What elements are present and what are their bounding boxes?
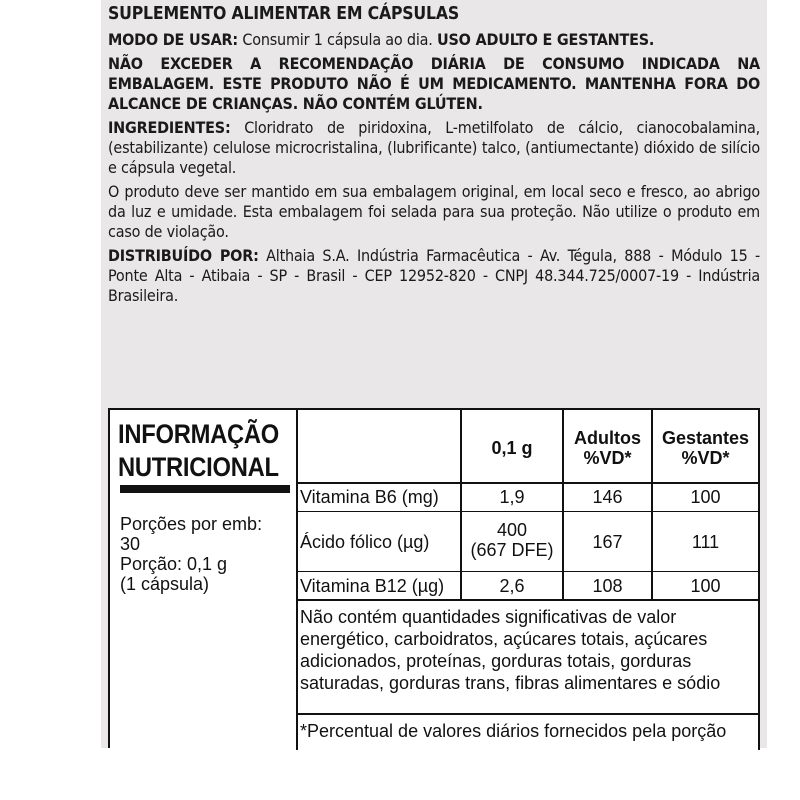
- row-adults-folic: 167: [592, 532, 623, 552]
- row-amount-b12: 2,6: [499, 576, 525, 596]
- grid-line: [296, 713, 758, 715]
- row-pregnant-folic: 111: [691, 532, 720, 552]
- row-name-folic: Ácido fólico (µg): [300, 532, 430, 552]
- serving-info: [120, 514, 290, 594]
- usage-emphasis: USO ADULTO E GESTANTES.: [437, 30, 655, 49]
- nutrition-title: INFORMAÇÃO NUTRICIONAL: [118, 419, 280, 482]
- nutrition-table: [108, 408, 760, 748]
- distributor: [108, 246, 760, 306]
- header-amount: 0,1 g: [491, 438, 533, 458]
- title-bar: [120, 485, 290, 493]
- row-adults-b12: 108: [592, 576, 623, 596]
- nutrition-footnote: *Percentual de valores diários fornecidos pela porção: [300, 721, 727, 741]
- grid-line: [296, 482, 758, 484]
- row-amount-folic: 400 (667 DFE): [470, 520, 554, 560]
- servings-label: Porções por emb:: [120, 514, 263, 534]
- grid-line: [296, 410, 298, 750]
- row-pregnant-b12: 100: [690, 576, 721, 596]
- row-name-b6: Vitamina B6 (mg): [300, 487, 439, 507]
- servings-value: 30: [120, 534, 141, 554]
- usage-instructions: [108, 30, 760, 50]
- ingredients-text: Cloridrato de piridoxina, L-metilfolato de cálcio, cianocobalamina, (estabilizante) celulose microcristalina, (lubrificante) talco, (antiumectante) dióxido de silício e cápsula vegetal.: [108, 118, 760, 177]
- usage-heading: MODO DE USAR:: [108, 30, 238, 49]
- warning-text: NÃO EXCEDER A RECOMENDAÇÃO DIÁRIA DE CONSUMO INDICADA NA EMBALAGEM. ESTE PRODUTO NÃO É UM MEDICAMENTO. MANTENHA FORA DO ALCANCE DE CRIANÇAS. NÃO CONTÉM GLÚTEN.: [108, 54, 760, 113]
- grid-line: [758, 410, 760, 750]
- distributor-heading: DISTRIBUÍDO POR:: [108, 246, 259, 265]
- ingredients: [108, 118, 760, 178]
- product-title: SUPLEMENTO ALIMENTAR EM CÁPSULAS: [108, 4, 459, 24]
- portion-label: Porção: 0,1 g: [120, 554, 228, 574]
- portion-detail: (1 cápsula): [120, 574, 210, 594]
- header-pregnant: Gestantes %VD*: [661, 428, 750, 468]
- usage-text: Consumir 1 cápsula ao dia.: [238, 30, 438, 49]
- header-adults: Adultos %VD*: [574, 428, 641, 468]
- label-text: [108, 4, 760, 310]
- grid-line: [296, 511, 758, 512]
- storage-text: O produto deve ser mantido em sua embalagem original, em local seco e fresco, ao abrigo da luz e umidade. Esta embalagem foi selada para sua proteção. Não utilize o produto em caso de violação.: [108, 182, 760, 241]
- row-adults-b6: 146: [592, 487, 623, 507]
- row-name-b12: Vitamina B12 (µg): [300, 576, 445, 596]
- row-amount-b6: 1,9: [499, 487, 525, 507]
- nutrition-note: Não contém quantidades significativas de valor energético, carboidratos, açúcares totais, açúcares adicionados, proteínas, gorduras totais, gorduras saturadas, gorduras trans, fibras alimentares e sódio: [300, 607, 721, 693]
- distributor-text: Althaia S.A. Indústria Farmacêutica - Av. Tégula, 888 - Módulo 15 - Ponte Alta - Atibaia - SP - Brasil - CEP 12952-820 - CNPJ 48.344.725/0007-19 - Indústria Brasileira.: [108, 246, 760, 305]
- row-pregnant-b6: 100: [690, 487, 721, 507]
- grid-line: [296, 571, 758, 572]
- grid-line: [296, 599, 758, 601]
- ingredients-heading: INGREDIENTES:: [108, 118, 231, 137]
